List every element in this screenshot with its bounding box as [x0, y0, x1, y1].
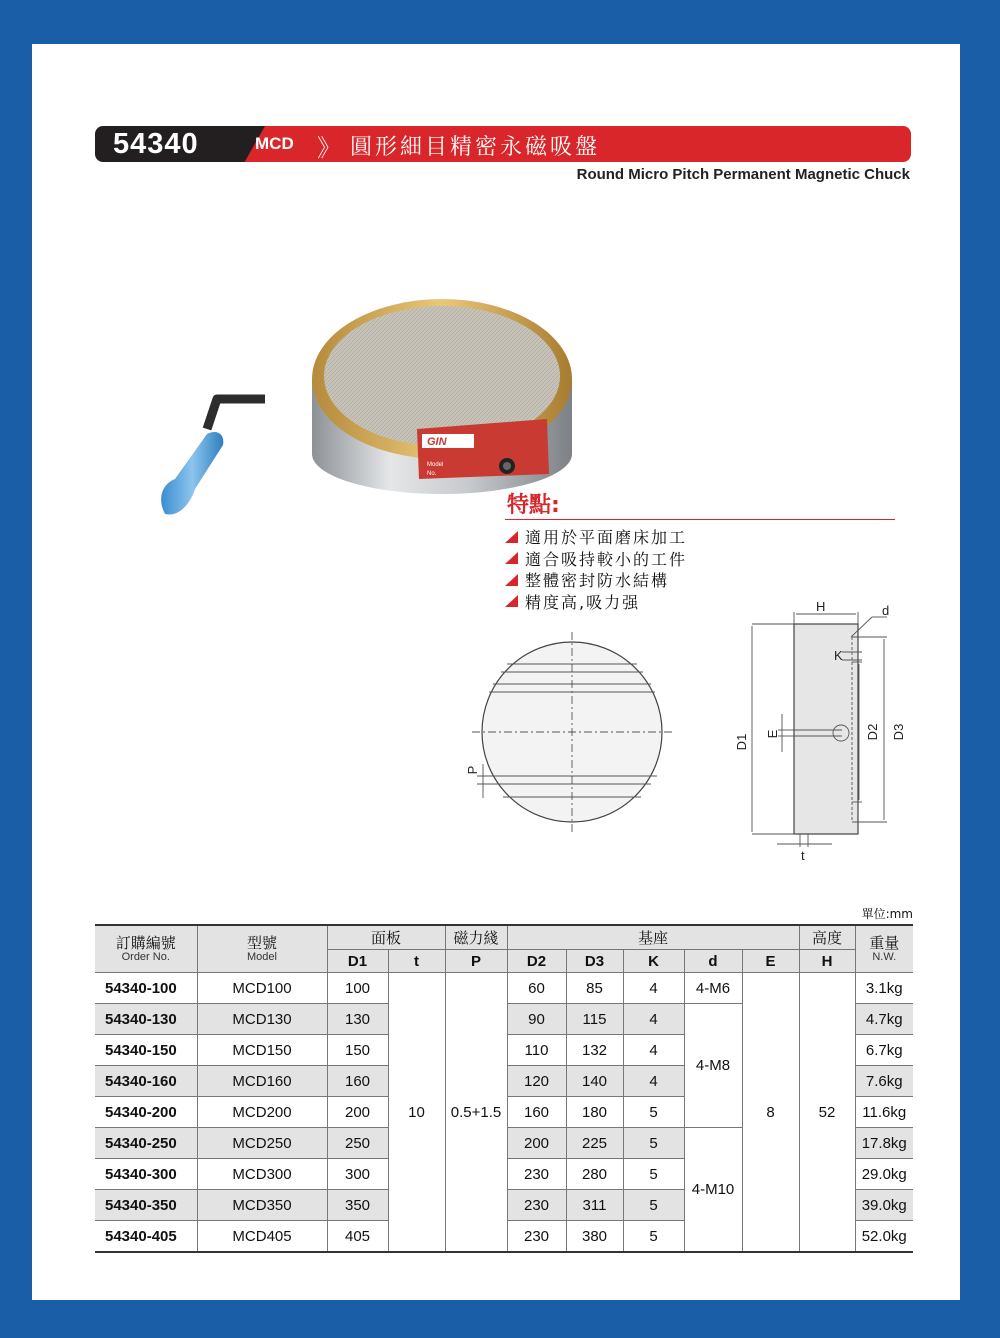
table-row: 54340-200 MCD200 200 160 180 5 11.6kg — [95, 1097, 913, 1128]
col-D3: D3 — [566, 950, 623, 973]
chevron-icon: 》 — [317, 134, 341, 162]
catalog-page — [32, 44, 960, 1300]
col-model: 型號 Model — [197, 925, 327, 973]
cell-d-m8: 4-M8 — [684, 1004, 742, 1128]
feature-item: 整體密封防水結構 — [505, 569, 687, 591]
dim-label-D2: D2 — [865, 723, 880, 741]
table-row: 54340-250 MCD250 250 200 225 5 4-M10 17.8kg — [95, 1128, 913, 1159]
feature-item: 精度高,吸力强 — [505, 591, 687, 613]
col-D1: D1 — [327, 950, 388, 973]
nameplate-no: No. — [427, 471, 437, 477]
col-group-magnetic: 磁力綫 — [445, 925, 507, 950]
product-series: MCD — [255, 134, 294, 153]
title-chinese: 圓形細目精密永磁吸盤 — [350, 135, 601, 160]
col-order: 訂購編號 Order No. — [95, 925, 197, 973]
features-divider — [505, 519, 895, 520]
cell-d-m6: 4-M6 — [684, 973, 742, 1004]
col-group-base: 基座 — [507, 925, 799, 950]
dim-label-H: H — [816, 599, 826, 614]
product-photo — [127, 279, 587, 489]
dim-label-d: d — [882, 603, 890, 618]
col-group-face: 面板 — [327, 925, 445, 950]
table-row: 54340-150 MCD150 150 110 132 4 6.7kg — [95, 1035, 913, 1066]
cell-d-m10: 4-M10 — [684, 1128, 742, 1253]
col-P: P — [445, 950, 507, 973]
cell-P-shared: 0.5+1.5 — [445, 973, 507, 1253]
nameplate-model: Model — [427, 462, 444, 468]
dim-label-t: t — [801, 848, 805, 863]
features-list — [505, 526, 687, 612]
triangle-bullet-icon — [505, 531, 518, 543]
cell-E-shared: 8 — [742, 973, 799, 1253]
table-row: 54340-130 MCD130 130 90 115 4 4-M8 4.7kg — [95, 1004, 913, 1035]
dim-label-D3: D3 — [891, 723, 906, 741]
col-H: H — [799, 950, 855, 973]
header-banner — [95, 126, 911, 162]
features-title: 特點: — [507, 493, 560, 518]
col-K: K — [623, 950, 684, 973]
spec-table — [95, 924, 913, 1253]
technical-drawing — [447, 599, 906, 863]
col-d: d — [684, 950, 742, 973]
brand-logo: GIN — [427, 436, 447, 448]
dim-label-K: K — [834, 648, 843, 663]
dim-label-D1: D1 — [734, 733, 749, 751]
cell-H-shared: 52 — [799, 973, 855, 1253]
cell-t-shared: 10 — [388, 973, 445, 1253]
title-english: Round Micro Pitch Permanent Magnetic Chuck — [576, 166, 910, 183]
feature-item: 適合吸持較小的工件 — [505, 548, 687, 570]
table-row: 54340-350 MCD350 350 230 311 5 39.0kg — [95, 1190, 913, 1221]
table-row: 54340-405 MCD405 405 230 380 5 52.0kg — [95, 1221, 913, 1253]
product-code: 54340 — [113, 128, 199, 160]
triangle-bullet-icon — [505, 552, 518, 564]
col-group-height: 高度 — [799, 925, 855, 950]
col-t: t — [388, 950, 445, 973]
feature-item: 適用於平面磨床加工 — [505, 526, 687, 548]
col-E: E — [742, 950, 799, 973]
dim-label-E: E — [765, 729, 780, 739]
table-row: 54340-100 MCD100 100 10 0.5+1.5 60 85 4 4-M6 8 52 3.1kg — [95, 973, 913, 1004]
table-row: 54340-300 MCD300 300 230 280 5 29.0kg — [95, 1159, 913, 1190]
unit-label: 單位:mm — [861, 907, 913, 921]
col-D2: D2 — [507, 950, 566, 973]
triangle-bullet-icon — [505, 574, 518, 586]
col-weight: 重量 N.W. — [855, 925, 913, 973]
table-row: 54340-160 MCD160 160 120 140 4 7.6kg — [95, 1066, 913, 1097]
dim-label-P: P — [465, 765, 480, 775]
